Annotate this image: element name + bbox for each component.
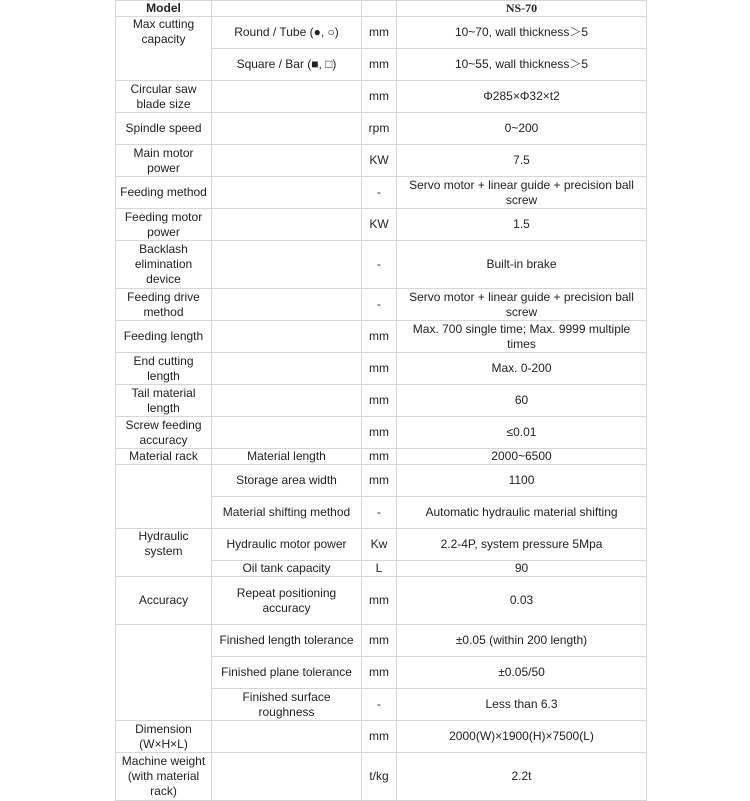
value-cell: Servo motor + linear guide + precision ball screw bbox=[397, 177, 647, 209]
empty-cell bbox=[212, 353, 362, 385]
unit-cell: mm bbox=[362, 353, 397, 385]
value-cell: 0~200 bbox=[397, 113, 647, 145]
table-row bbox=[116, 241, 647, 289]
table-row bbox=[116, 529, 647, 561]
table-row bbox=[116, 113, 647, 145]
spec-table bbox=[115, 0, 647, 801]
unit-cell: - bbox=[362, 289, 397, 321]
group-label-hydraulic-system: Hydraulic system bbox=[116, 529, 212, 577]
value-cell: 2000(W)×1900(H)×7500(L) bbox=[397, 721, 647, 753]
row-label: Tail material length bbox=[116, 385, 212, 417]
value-cell: ±0.05/50 bbox=[397, 657, 647, 689]
row-label: End cutting length bbox=[116, 353, 212, 385]
row-label: Circular saw blade size bbox=[116, 81, 212, 113]
sub-label: Material shifting method bbox=[212, 497, 362, 529]
sub-label: Hydraulic motor power bbox=[212, 529, 362, 561]
group-label-cutting-capacity: Max cutting capacity bbox=[116, 17, 212, 81]
table-row bbox=[116, 81, 647, 113]
unit-cell: mm bbox=[362, 721, 397, 753]
table-row bbox=[116, 289, 647, 321]
value-cell: Built-in brake bbox=[397, 241, 647, 289]
unit-cell: mm bbox=[362, 49, 397, 81]
empty-cell bbox=[116, 465, 212, 529]
row-label: Dimension (W×H×L) bbox=[116, 721, 212, 753]
table-row bbox=[116, 209, 647, 241]
unit-cell: mm bbox=[362, 321, 397, 353]
unit-cell: mm bbox=[362, 465, 397, 497]
empty-cell bbox=[212, 417, 362, 449]
unit-cell: KW bbox=[362, 209, 397, 241]
empty-cell bbox=[212, 385, 362, 417]
empty-cell bbox=[212, 321, 362, 353]
table-row bbox=[116, 465, 647, 497]
row-label: Feeding drive method bbox=[116, 289, 212, 321]
value-cell: Servo motor + linear guide + precision ball screw bbox=[397, 289, 647, 321]
value-cell: 2000~6500 bbox=[397, 449, 647, 465]
table-row bbox=[116, 753, 647, 801]
value-cell: ±0.05 (within 200 length) bbox=[397, 625, 647, 657]
value-cell: Max. 700 single time; Max. 9999 multiple times bbox=[397, 321, 647, 353]
row-label: Feeding motor power bbox=[116, 209, 212, 241]
empty-cell bbox=[212, 113, 362, 145]
empty-cell bbox=[212, 209, 362, 241]
unit-cell: - bbox=[362, 177, 397, 209]
empty-cell bbox=[212, 81, 362, 113]
unit-cell: rpm bbox=[362, 113, 397, 145]
empty-cell bbox=[212, 177, 362, 209]
model-value: NS-70 bbox=[397, 1, 647, 17]
unit-cell: - bbox=[362, 241, 397, 289]
empty-cell bbox=[212, 145, 362, 177]
value-cell: Less than 6.3 bbox=[397, 689, 647, 721]
unit-cell: mm bbox=[362, 385, 397, 417]
table-row bbox=[116, 449, 647, 465]
row-label: Feeding method bbox=[116, 177, 212, 209]
unit-cell: L bbox=[362, 561, 397, 577]
value-cell: 1100 bbox=[397, 465, 647, 497]
sub-label: Repeat positioning accuracy bbox=[212, 577, 362, 625]
unit-cell: mm bbox=[362, 625, 397, 657]
value-cell: 1.5 bbox=[397, 209, 647, 241]
table-row-model bbox=[116, 1, 647, 17]
sub-label: Square / Bar (■, □) bbox=[212, 49, 362, 81]
value-cell: Max. 0-200 bbox=[397, 353, 647, 385]
row-label: Main motor power bbox=[116, 145, 212, 177]
table-row bbox=[116, 321, 647, 353]
unit-cell: mm bbox=[362, 657, 397, 689]
group-label-material-rack: Material rack bbox=[116, 449, 212, 465]
unit-cell: mm bbox=[362, 417, 397, 449]
sub-label: Round / Tube (●, ○) bbox=[212, 17, 362, 49]
unit-cell: mm bbox=[362, 577, 397, 625]
empty-cell bbox=[116, 625, 212, 721]
table-row bbox=[116, 385, 647, 417]
group-label-accuracy: Accuracy bbox=[116, 577, 212, 625]
empty-cell bbox=[212, 289, 362, 321]
sub-label: Finished length tolerance bbox=[212, 625, 362, 657]
model-empty-cell bbox=[212, 1, 362, 17]
value-cell: 60 bbox=[397, 385, 647, 417]
row-label: Machine weight (with material rack) bbox=[116, 753, 212, 801]
unit-cell: mm bbox=[362, 81, 397, 113]
value-cell: 10~55, wall thickness＞5 bbox=[397, 49, 647, 81]
value-cell: 90 bbox=[397, 561, 647, 577]
unit-cell: mm bbox=[362, 17, 397, 49]
table-row bbox=[116, 721, 647, 753]
row-label: Feeding length bbox=[116, 321, 212, 353]
table-row bbox=[116, 417, 647, 449]
row-label: Spindle speed bbox=[116, 113, 212, 145]
value-cell: 10~70, wall thickness＞5 bbox=[397, 17, 647, 49]
empty-cell bbox=[212, 721, 362, 753]
unit-cell: - bbox=[362, 497, 397, 529]
value-cell: 2.2-4P, system pressure 5Mpa bbox=[397, 529, 647, 561]
unit-cell: t/kg bbox=[362, 753, 397, 801]
value-cell: Φ285×Φ32×t2 bbox=[397, 81, 647, 113]
table-row bbox=[116, 17, 647, 49]
unit-cell: KW bbox=[362, 145, 397, 177]
unit-cell: mm bbox=[362, 449, 397, 465]
unit-cell: - bbox=[362, 689, 397, 721]
table-row bbox=[116, 177, 647, 209]
table-row bbox=[116, 625, 647, 657]
sub-label: Material length bbox=[212, 449, 362, 465]
unit-cell: Kw bbox=[362, 529, 397, 561]
sub-label: Oil tank capacity bbox=[212, 561, 362, 577]
row-label: Backlash elimination device bbox=[116, 241, 212, 289]
table-row bbox=[116, 577, 647, 625]
empty-cell bbox=[212, 241, 362, 289]
table-row bbox=[116, 353, 647, 385]
value-cell: 2.2t bbox=[397, 753, 647, 801]
row-label: Screw feeding accuracy bbox=[116, 417, 212, 449]
value-cell: 7.5 bbox=[397, 145, 647, 177]
sub-label: Finished plane tolerance bbox=[212, 657, 362, 689]
value-cell: ≤0.01 bbox=[397, 417, 647, 449]
value-cell: 0.03 bbox=[397, 577, 647, 625]
sub-label: Finished surface roughness bbox=[212, 689, 362, 721]
empty-cell bbox=[212, 753, 362, 801]
model-empty-cell bbox=[362, 1, 397, 17]
value-cell: Automatic hydraulic material shifting bbox=[397, 497, 647, 529]
model-label: Model bbox=[116, 1, 212, 17]
table-row bbox=[116, 145, 647, 177]
sub-label: Storage area width bbox=[212, 465, 362, 497]
